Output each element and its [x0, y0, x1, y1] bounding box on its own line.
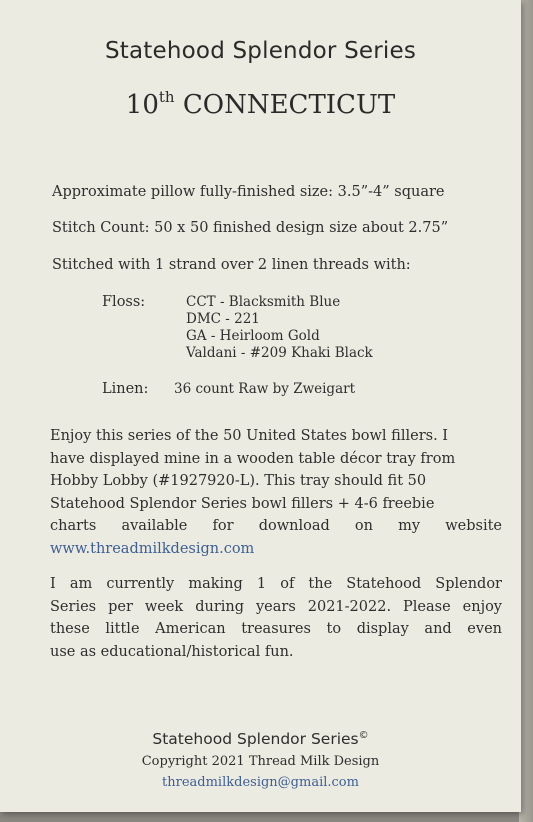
paragraph-line: have displayed mine in a wooden table décor tray from	[50, 450, 456, 467]
linen-label: Linen:	[102, 381, 149, 397]
paragraph-line: charts available for download on my website	[50, 518, 502, 534]
floss-item: Valdani - #209 Khaki Black	[186, 345, 373, 361]
paragraph-line: Hobby Lobby (#1927920-L). This tray should fit 50	[50, 473, 427, 489]
stitch-count: Stitch Count: 50 x 50 finished design size about 2.75”	[52, 220, 449, 236]
copyright-symbol: ©	[358, 730, 369, 741]
pillow-size: Approximate pillow fully-finished size: 3.5”-4” square	[52, 184, 445, 200]
footer-series-name: Statehood Splendor Series	[152, 730, 359, 748]
copyright-line: Copyright 2021 Thread Milk Design	[141, 754, 380, 769]
floss-item: CCT - Blacksmith Blue	[186, 294, 341, 310]
floss-item: DMC - 221	[186, 311, 260, 327]
series-title: Statehood Splendor Series	[105, 38, 416, 64]
paragraph-line: Series per week during years 2021-2022. Please enjoy	[50, 598, 502, 615]
paragraph-line: Enjoy this series of the 50 United States bowl fillers. I	[50, 428, 449, 444]
paragraph-line: Statehood Splendor Series bowl fillers + 4-6 freebie	[50, 495, 435, 512]
website-link[interactable]: www.threadmilkdesign.com	[50, 540, 255, 557]
floss-label: Floss:	[102, 294, 146, 310]
paragraph-line: use as educational/historical fun.	[50, 643, 294, 660]
footer-series	[0, 730, 521, 748]
state-number: 10	[125, 90, 159, 120]
paragraph-line: these little American treasures to display and even	[50, 621, 502, 637]
state-name: CONNECTICUT	[182, 90, 396, 120]
state-heading	[0, 88, 521, 120]
contact-email[interactable]: threadmilkdesign@gmail.com	[162, 775, 359, 790]
paragraph-line: I am currently making 1 of the Statehood Splendor	[50, 576, 502, 592]
floss-item: GA - Heirloom Gold	[186, 328, 320, 344]
description-paragraph	[50, 425, 502, 560]
state-suffix: th	[158, 88, 175, 106]
schedule-paragraph	[50, 573, 502, 663]
linen-value: 36 count Raw by Zweigart	[174, 381, 356, 397]
stitched-with: Stitched with 1 strand over 2 linen threads with:	[52, 257, 411, 273]
backdrop-edge	[519, 0, 533, 822]
